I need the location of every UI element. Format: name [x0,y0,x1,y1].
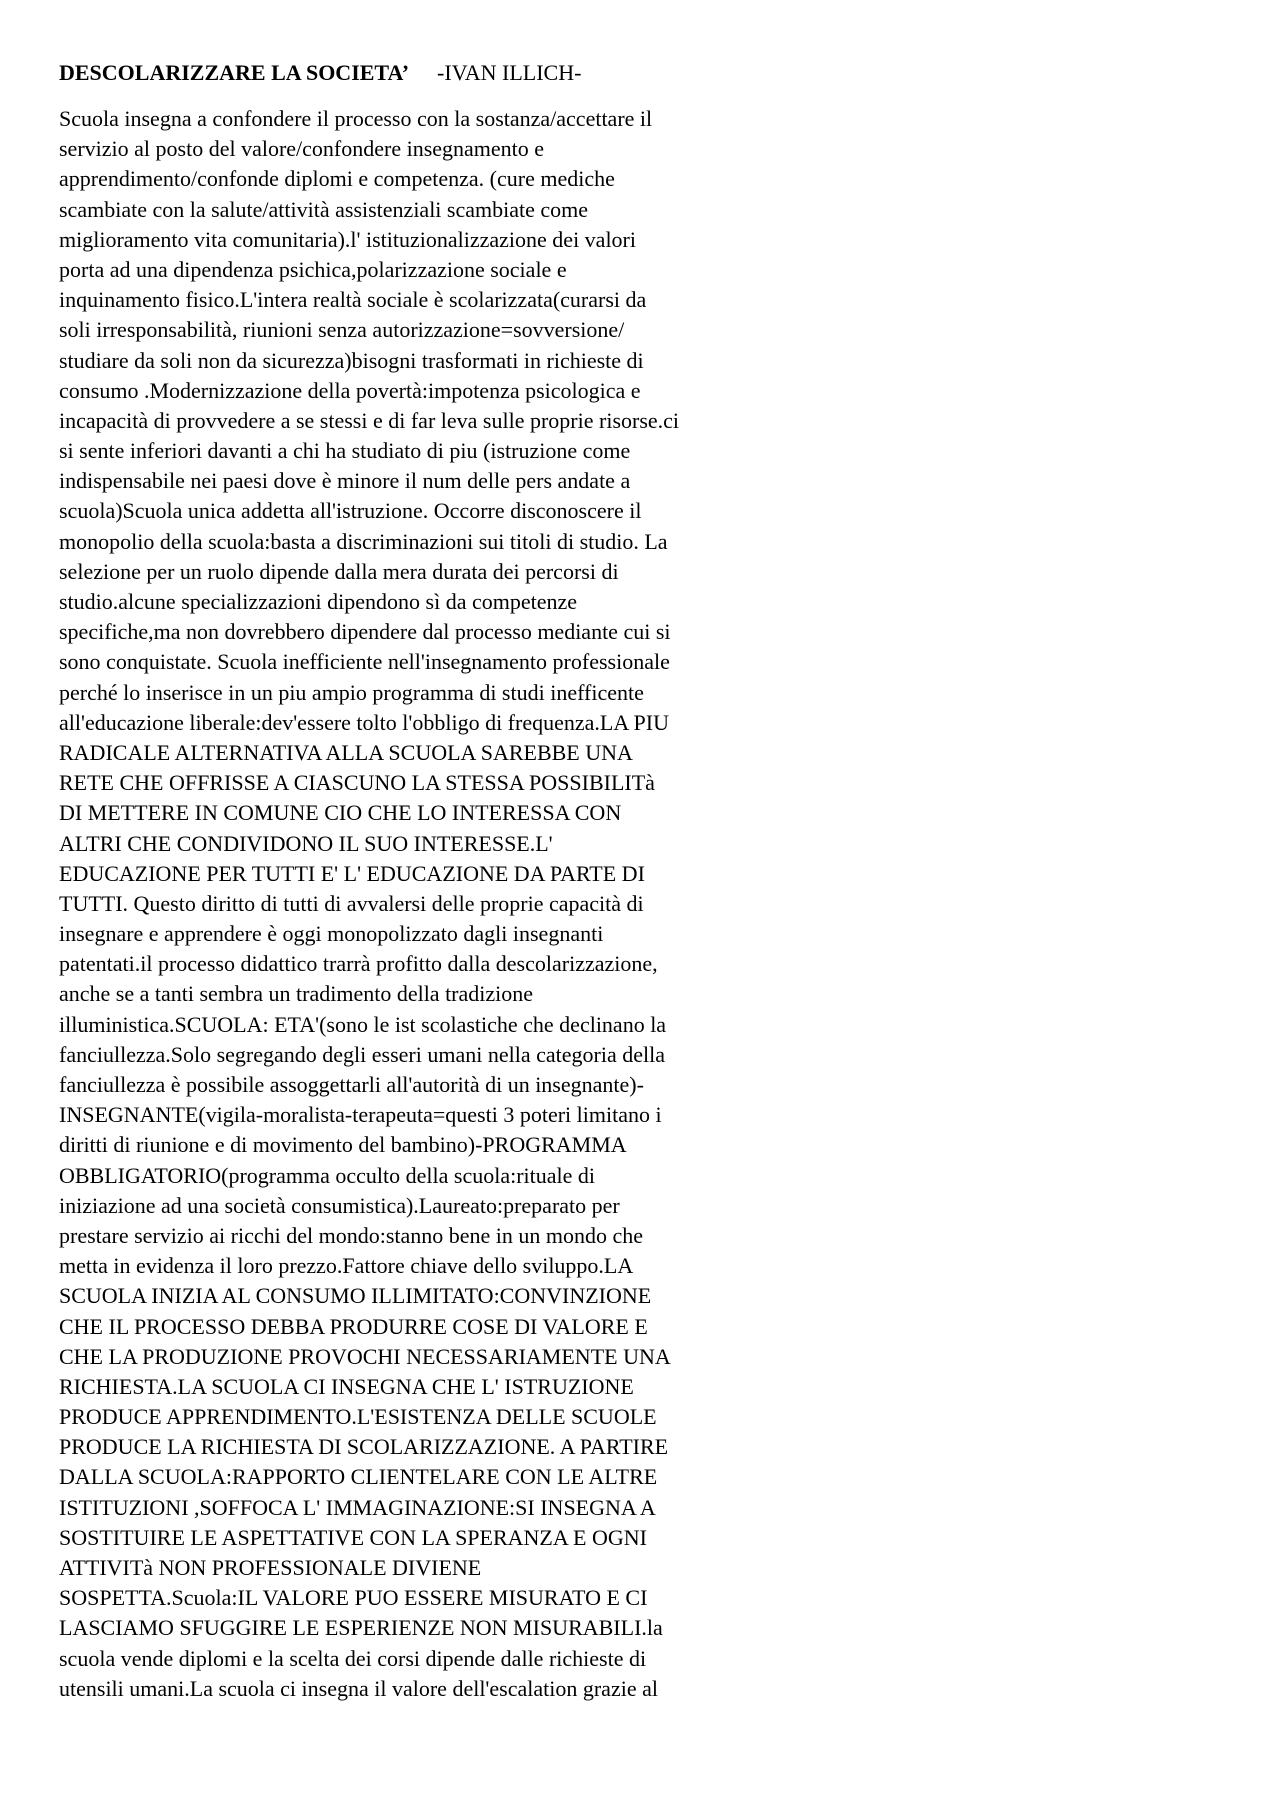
text-line: si sente inferiori davanti a chi ha studiato di piu (istruzione come [59,438,631,464]
text-line: SOSPETTA.Scuola:IL VALORE PUO ESSERE MISURATO E CI [59,1585,648,1611]
text-line: diritti di riunione e di movimento del bambino)-PROGRAMMA [59,1132,627,1158]
text-line: LASCIAMO SFUGGIRE LE ESPERIENZE NON MISURABILI.la [59,1615,663,1641]
text-line: Scuola insegna a confondere il processo con la sostanza/accettare il [59,106,653,131]
text-line: miglioramento vita comunitaria).l' istituzionalizzazione dei valori [59,226,636,252]
text-line: OBBLIGATORIO(programma occulto della scuola:rituale di [59,1162,596,1188]
text-line: PRODUCE LA RICHIESTA DI SCOLARIZZAZIONE. A PARTIRE [59,1434,669,1460]
text-line: porta ad una dipendenza psichica,polarizzazione sociale e [59,256,567,282]
text-line: INSEGNANTE(vigila-moralista-terapeuta=questi 3 poteri limitano i [59,1102,662,1128]
text-line: patentati.il processo didattico trarrà profitto dalla descolarizzazione, [59,951,658,977]
text-line: servizio al posto del valore/confondere insegnamento e [59,136,545,162]
text-line: studio.alcune specializzazioni dipendono sì da competenze [59,589,578,614]
text-line: TUTTI. Questo diritto di tutti di avvalersi delle proprie capacità di [59,890,644,916]
text-line: specifiche,ma non dovrebbero dipendere dal processo mediante cui si [59,619,671,645]
document-page [59,58,759,1704]
text-line: studiare da soli non da sicurezza)bisogni trasformati in richieste di [59,347,644,373]
text-line: EDUCAZIONE PER TUTTI E' L' EDUCAZIONE DA PARTE DI [59,860,645,886]
text-line: PRODUCE APPRENDIMENTO.L'ESISTENZA DELLE SCUOLE [59,1404,657,1430]
text-line: iniziazione ad una società consumistica).Laureato:preparato per [59,1192,620,1218]
document-heading [59,58,759,88]
text-line: RETE CHE OFFRISSE A CIASCUNO LA STESSA POSSIBILITà [59,770,655,796]
text-line: ALTRI CHE CONDIVIDONO IL SUO INTERESSE.L' [59,830,553,856]
text-line: soli irresponsabilità, riunioni senza autorizzazione=sovversione/ [59,317,625,343]
text-line: prestare servizio ai ricchi del mondo:stanno bene in un mondo che [59,1222,644,1248]
text-line: scuola)Scuola unica addetta all'istruzione. Occorre disconoscere il [59,498,642,524]
document-author: -IVAN ILLICH- [437,60,582,85]
body-text [59,104,759,1704]
text-line: RICHIESTA.LA SCUOLA CI INSEGNA CHE L' ISTRUZIONE [59,1373,634,1399]
text-line: apprendimento/confonde diplomi e competenza. (cure mediche [59,166,615,192]
text-line: monopolio della scuola:basta a discriminazioni sui titoli di studio. La [59,528,668,554]
text-line: illuministica.SCUOLA: ETA'(sono le ist scolastiche che declinano la [59,1011,667,1037]
text-line: insegnare e apprendere è oggi monopolizzato dagli insegnanti [59,921,604,947]
text-line: DALLA SCUOLA:RAPPORTO CLIENTELARE CON LE ALTRE [59,1464,658,1490]
text-line: anche se a tanti sembra un tradimento della tradizione [59,981,534,1007]
text-line: sono conquistate. Scuola inefficiente nell'insegnamento professionale [59,649,670,675]
text-line: SOSTITUIRE LE ASPETTATIVE CON LA SPERANZA E OGNI [59,1524,647,1550]
text-line: ISTITUZIONI ,SOFFOCA L' IMMAGINAZIONE:SI INSEGNA A [59,1494,656,1520]
text-line: ATTIVITà NON PROFESSIONALE DIVIENE [59,1555,482,1580]
document-title: DESCOLARIZZARE LA SOCIETA’ [59,60,410,85]
text-line: metta in evidenza il loro prezzo.Fattore chiave dello sviluppo.LA [59,1253,634,1279]
text-line: all'educazione liberale:dev'essere tolto l'obbligo di frequenza.LA PIU [59,709,669,735]
text-line: scambiate con la salute/attività assistenziali scambiate come [59,196,589,222]
text-line: DI METTERE IN COMUNE CIO CHE LO INTERESSA CON [59,800,622,826]
text-line: consumo .Modernizzazione della povertà:impotenza psicologica e [59,377,641,403]
text-line: utensili umani.La scuola ci insegna il valore dell'escalation grazie al [59,1675,658,1701]
text-line: perché lo inserisce in un piu ampio programma di studi inefficente [59,679,644,705]
text-line: CHE LA PRODUZIONE PROVOCHI NECESSARIAMENTE UNA [59,1343,671,1369]
text-line: selezione per un ruolo dipende dalla mera durata dei percorsi di [59,558,619,584]
text-line: CHE IL PROCESSO DEBBA PRODURRE COSE DI VALORE E [59,1313,648,1339]
text-line: indispensabile nei paesi dove è minore il num delle pers andate a [59,468,631,494]
text-line: fanciullezza.Solo segregando degli esseri umani nella categoria della [59,1041,665,1067]
text-line: incapacità di provvedere a se stessi e di far leva sulle proprie risorse.ci [59,407,680,433]
text-line: fanciullezza è possibile assoggettarli all'autorità di un insegnante)- [59,1072,644,1097]
text-line: inquinamento fisico.L'intera realtà sociale è scolarizzata(curarsi da [59,287,647,313]
text-line: RADICALE ALTERNATIVA ALLA SCUOLA SAREBBE UNA [59,739,633,765]
text-line: scuola vende diplomi e la scelta dei corsi dipende dalle richieste di [59,1645,647,1671]
text-line: SCUOLA INIZIA AL CONSUMO ILLIMITATO:CONVINZIONE [59,1283,652,1309]
